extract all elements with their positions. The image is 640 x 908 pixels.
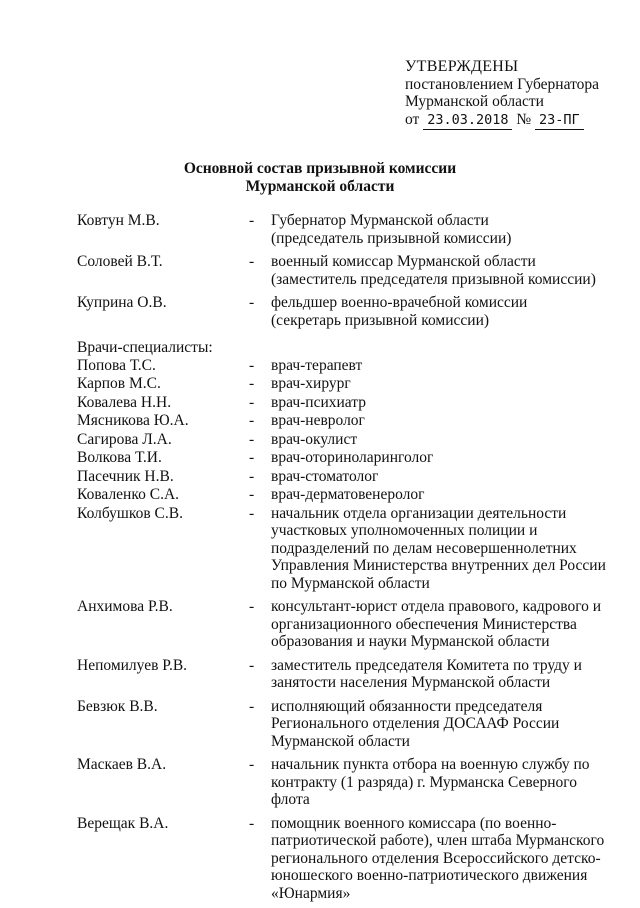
member-dash: -: [249, 212, 255, 229]
member-name: Ковтун М.В.: [77, 212, 160, 229]
member-role: [271, 357, 617, 375]
member-row: [77, 598, 617, 651]
member-role-line: исполняющий обязанности председателя: [271, 697, 543, 715]
approval-number: 23-ПГ: [535, 112, 584, 131]
member-role-line: патриотической работе), член штаба Мурманского: [271, 832, 605, 849]
member-role-line: (секретарь призывной комиссии): [271, 311, 490, 329]
member-role-line: регионального отделения Всероссийского детско-: [271, 849, 601, 867]
member-row: [77, 505, 617, 593]
title-line-2: Мурманской области: [245, 178, 395, 195]
member-role-line: Мурманской области: [271, 732, 410, 750]
title-line-1: Основной состав призывной комиссии: [183, 160, 457, 177]
member-role-line: (председатель призывной комиссии): [271, 229, 512, 247]
member-dash: -: [249, 756, 255, 773]
member-name: Коваленко С.А.: [77, 486, 180, 503]
member-role-line: военный комиссар Мурманской области: [271, 253, 536, 270]
member-row: [77, 756, 617, 809]
member-dash: -: [249, 375, 255, 392]
number-prefix: №: [516, 110, 532, 128]
approval-title: УТВЕРЖДЕНЫ: [405, 58, 519, 75]
member-role-line: юношеского военно-патриотического движения: [271, 867, 588, 884]
member-role-line: врач-оториноларинголог: [271, 449, 434, 466]
member-role-line: врач-окулист: [271, 430, 358, 448]
member-name: Непомилуев Р.В.: [77, 656, 188, 674]
member-role-line: занятости населения Мурманской области: [271, 674, 551, 691]
member-row: [77, 468, 617, 486]
member-name: Волкова Т.И.: [77, 449, 162, 466]
member-role-line: контракту (1 разряда) г. Мурманска Северного: [271, 773, 577, 791]
member-role-line: «Юнармия»: [271, 884, 351, 902]
member-dash: -: [249, 430, 255, 448]
member-role-line: Регионального отделения ДОСААФ России: [271, 715, 560, 732]
member-name: Пасечник Н.В.: [77, 467, 174, 485]
member-role-line: начальник отдела организации деятельности: [271, 504, 567, 522]
member-dash: -: [249, 393, 255, 411]
member-role-line: врач-стоматолог: [271, 467, 379, 485]
member-role: [271, 253, 617, 288]
member-dash: -: [249, 412, 255, 429]
member-row: [77, 431, 617, 449]
member-name: Куприна О.В.: [77, 294, 167, 311]
member-role-line: образования и науки Мурманской области: [271, 633, 550, 650]
member-name: Колбушков С.В.: [77, 504, 183, 522]
approval-date: 23.03.2018: [423, 112, 512, 131]
member-row: [77, 394, 617, 412]
member-role: [271, 375, 617, 393]
member-dash: -: [249, 697, 255, 715]
member-dash: -: [249, 253, 255, 270]
specialists-group: [77, 357, 617, 504]
members-list: [77, 212, 617, 908]
member-role: [271, 598, 617, 651]
member-role: [271, 412, 617, 430]
member-role: [271, 294, 617, 329]
member-role-line: врач-психиатр: [271, 393, 366, 411]
member-name: Соловей В.Т.: [77, 253, 163, 270]
member-role-line: врач-хирург: [271, 375, 351, 392]
members-top-group: [77, 212, 617, 329]
member-dash: -: [249, 656, 255, 674]
member-dash: -: [249, 294, 255, 311]
member-name: Бевзюк В.В.: [77, 697, 158, 715]
member-role-line: врач-терапевт: [271, 356, 363, 374]
member-row: [77, 657, 617, 692]
member-name: Ковалева Н.Н.: [77, 393, 172, 411]
member-name: Попова Т.С.: [77, 356, 156, 374]
member-role-line: начальник пункта отбора на военную службу по: [271, 756, 590, 773]
member-role-line: консультант-юрист отдела правового, кадрового и: [271, 598, 602, 615]
member-role: [271, 657, 617, 692]
member-role: [271, 486, 617, 504]
member-role: [271, 431, 617, 449]
document-title: [0, 160, 640, 196]
member-name: Карпов М.С.: [77, 375, 161, 392]
member-row: [77, 253, 617, 288]
date-prefix: от: [405, 110, 420, 128]
member-row: [77, 698, 617, 751]
member-role-line: Губернатор Мурманской области: [271, 212, 489, 229]
member-dash: -: [249, 467, 255, 485]
member-role-line: помощник военного комиссара (по военно-: [271, 814, 557, 832]
member-role-line: Управления Министерства внутренних дел России: [271, 557, 606, 574]
member-row: [77, 375, 617, 393]
member-role: [271, 394, 617, 412]
approval-line-1: постановлением Губернатора: [405, 75, 600, 93]
member-row: [77, 486, 617, 504]
member-role-line: фельдшер военно-врачебной комиссии: [271, 294, 528, 311]
member-name: Анхимова Р.В.: [77, 598, 173, 615]
approval-date-line: [405, 111, 635, 131]
member-row: [77, 294, 617, 329]
member-role-line: (заместитель председателя призывной комиссии): [271, 270, 596, 288]
member-row: [77, 815, 617, 903]
member-dash: -: [249, 504, 255, 522]
member-role-line: врач-дерматовенеролог: [271, 486, 425, 503]
member-role-line: организационного обеспечения Министерства: [271, 615, 577, 633]
members-bottom-group: [77, 505, 617, 903]
approval-block: [405, 58, 635, 130]
member-role: [271, 815, 617, 903]
member-role-line: флота: [271, 791, 310, 808]
member-row: [77, 357, 617, 375]
member-row: [77, 449, 617, 467]
member-role: [271, 756, 617, 809]
member-role-line: врач-невролог: [271, 412, 365, 429]
member-dash: -: [249, 598, 255, 615]
member-dash: -: [249, 486, 255, 503]
member-dash: -: [249, 814, 255, 832]
member-name: Маскаев В.А.: [77, 756, 167, 773]
member-dash: -: [249, 449, 255, 466]
member-name: Мясникова Ю.А.: [77, 412, 189, 429]
specialists-heading: Врачи-специалисты:: [77, 339, 213, 356]
member-role: [271, 449, 617, 467]
member-name: Сагирова Л.А.: [77, 430, 172, 448]
member-role: [271, 698, 617, 751]
member-role: [271, 212, 617, 247]
approval-line-2: Мурманской области: [405, 93, 544, 110]
member-row: [77, 212, 617, 247]
member-role-line: подразделений по делам несовершеннолетних: [271, 539, 577, 557]
member-role: [271, 468, 617, 486]
member-dash: -: [249, 356, 255, 374]
member-name: Верещак В.А.: [77, 814, 169, 832]
member-role: [271, 505, 617, 593]
member-role-line: участковых уполномоченных полиции и: [271, 522, 538, 539]
member-row: [77, 412, 617, 430]
member-role-line: заместитель председателя Комитета по труду и: [271, 656, 582, 674]
member-role-line: по Мурманской области: [271, 574, 430, 592]
